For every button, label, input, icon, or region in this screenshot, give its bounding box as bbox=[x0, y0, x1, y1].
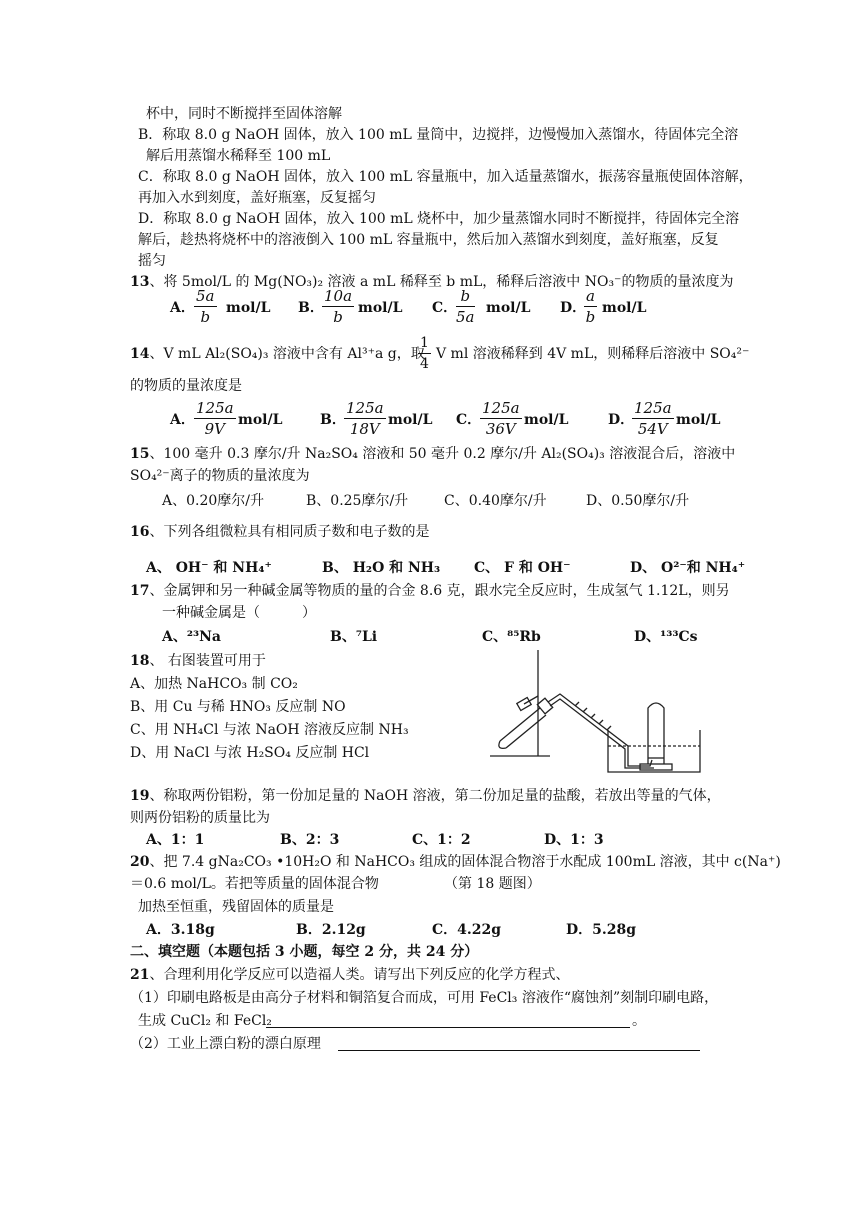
numerator: 1 bbox=[418, 333, 431, 354]
q14-stem-text-a: 、V mL Al₂(SO₄)₃ 溶液中含有 Al³⁺a g，取 bbox=[149, 346, 425, 362]
q12-option-c-line2: 再加入水到刻度，盖好瓶塞，反复摇匀 bbox=[138, 190, 376, 206]
q21-part2-answer-blank[interactable] bbox=[338, 1050, 700, 1051]
q17-option-a: A、²³Na bbox=[162, 629, 221, 645]
q18-stem-text: 、 右图装置可用于 bbox=[149, 653, 266, 669]
water-trough bbox=[608, 730, 700, 772]
question-number: 20 bbox=[130, 854, 150, 870]
numerator: 5a bbox=[196, 287, 215, 305]
q20-option-b: B．2.12g bbox=[296, 922, 366, 938]
denominator: b bbox=[333, 308, 343, 326]
q14-option-a-fraction bbox=[194, 398, 236, 439]
q14-stem-part1 bbox=[130, 344, 425, 364]
q17-stem-text: 、金属钾和另一种碱金属等物质的量的合金 8.6 克，跟水完全反应时，生成氢气 1.12L，则另 bbox=[149, 583, 730, 599]
numerator: 125a bbox=[634, 399, 672, 417]
q14-option-c-unit: mol/L bbox=[524, 412, 569, 428]
q18-option-b: B、用 Cu 与稀 HNO₃ 反应制 NO bbox=[130, 699, 346, 715]
denominator: 18V bbox=[349, 420, 380, 438]
q21-part1-line1: （1）印刷电路板是由高分子材料和铜箔复合而成，可用 FeCl₃ 溶液作“腐蚀剂”刻制印刷电路， bbox=[130, 990, 719, 1006]
question-number: 17 bbox=[130, 583, 150, 599]
q21-part1-line2: 生成 CuCl₂ 和 FeCl₂ bbox=[138, 1013, 272, 1029]
q12-option-b-line2: 解后用蒸馏水稀释至 100 mL bbox=[146, 148, 331, 164]
question-number: 14 bbox=[130, 346, 150, 362]
q14-option-b-unit: mol/L bbox=[388, 412, 433, 428]
q16-option-b: B、 H₂O 和 NH₃ bbox=[322, 560, 441, 576]
q17-option-d: D、¹³³Cs bbox=[634, 629, 698, 645]
q21-part1-period: 。 bbox=[632, 1013, 646, 1029]
q19-option-a: A、1：1 bbox=[146, 832, 205, 848]
question-number: 21 bbox=[130, 967, 150, 983]
question-number: 19 bbox=[130, 788, 150, 804]
numerator: 10a bbox=[324, 287, 353, 305]
q13-stem-text: 、将 5mol/L 的 Mg(NO₃)₂ 溶液 a mL 稀释至 b mL，稀释后溶液中 NO₃⁻的物质的量浓度为 bbox=[149, 274, 734, 290]
q13-option-a-unit: mol/L bbox=[226, 300, 271, 316]
q14-option-a-unit: mol/L bbox=[238, 412, 283, 428]
question-number: 15 bbox=[130, 446, 150, 462]
q16-option-a: A、 OH⁻ 和 NH₄⁺ bbox=[146, 560, 272, 576]
q13-option-c-unit: mol/L bbox=[486, 300, 531, 316]
denominator: b bbox=[200, 308, 211, 326]
q18-stem bbox=[130, 651, 266, 671]
q13-stem bbox=[130, 272, 733, 292]
test-tube bbox=[499, 708, 546, 748]
q20-option-d: D．5.28g bbox=[566, 922, 637, 938]
q16-option-d: D、 O²⁻和 NH₄⁺ bbox=[630, 560, 746, 576]
q14-option-c-fraction bbox=[480, 398, 522, 439]
q15-stem-line2: SO₄²⁻离子的物质的量浓度为 bbox=[130, 468, 310, 484]
q17-stem-line2: 一种碱金属是（ ） bbox=[162, 605, 316, 621]
q14-option-d-fraction bbox=[632, 398, 674, 439]
q20-stem-line1 bbox=[130, 852, 781, 872]
q15-stem-text: 、100 毫升 0.3 摩尔/升 Na₂SO₄ 溶液和 50 毫升 0.2 摩尔/升 Al₂(SO₄)₃ 溶液混合后，溶液中 bbox=[149, 446, 736, 462]
question-number: 18 bbox=[130, 653, 150, 669]
numerator: 125a bbox=[196, 399, 234, 417]
q17-option-c: C、⁸⁵Rb bbox=[482, 629, 541, 645]
denominator: 54V bbox=[637, 420, 668, 438]
q13-option-c-fraction bbox=[456, 286, 475, 327]
q19-option-c: C、1：2 bbox=[412, 832, 471, 848]
q16-stem bbox=[130, 522, 429, 542]
numerator: 125a bbox=[482, 399, 520, 417]
q18-option-c: C、用 NH₄Cl 与浓 NaOH 溶液反应制 NH₃ bbox=[130, 722, 409, 738]
collecting-tube bbox=[648, 703, 664, 764]
gas-apparatus-figure bbox=[480, 646, 710, 776]
q14-option-b-fraction bbox=[344, 398, 386, 439]
q12-option-d-line1: D．称取 8.0 g NaOH 固体，放入 100 mL 烧杯中，加少量蒸馏水同时不断搅拌，待固体完全溶 bbox=[138, 211, 740, 227]
question-number: 13 bbox=[130, 274, 150, 290]
q13-option-a-label: A． bbox=[170, 300, 195, 316]
q13-option-a-fraction bbox=[194, 286, 217, 327]
q13-option-c-label: C． bbox=[432, 300, 458, 316]
q13-option-d-label: D． bbox=[560, 300, 587, 316]
q20-option-c: C．4.22g bbox=[432, 922, 502, 938]
q15-option-a: A、0.20摩尔/升 bbox=[162, 493, 264, 509]
q21-part2: （2）工业上漂白粉的漂白原理 bbox=[130, 1036, 321, 1052]
denominator: 4 bbox=[420, 356, 429, 372]
section-title: 二、填空题（本题包括 3 小题，每空 2 分，共 24 分） bbox=[130, 944, 479, 960]
q19-stem-line2: 则两份铝粉的质量比为 bbox=[130, 810, 270, 826]
q20-stem-line3: 加热至恒重，残留固体的质量是 bbox=[138, 899, 334, 915]
q20-stem-line2: ＝0.6 mol/L。若把等质量的固体混合物 bbox=[130, 876, 379, 892]
q14-option-a-label: A． bbox=[170, 412, 195, 428]
q21-stem-text: 、合理利用化学反应可以造福人类。请写出下列反应的化学方程式、 bbox=[149, 967, 570, 983]
q17-stem-line1 bbox=[130, 581, 730, 601]
q18-option-d: D、用 NaCl 与浓 H₂SO₄ 反应制 HCl bbox=[130, 745, 370, 761]
q20-stem-text: 、把 7.4 gNa₂CO₃ •10H₂O 和 NaHCO₃ 组成的固体混合物溶于水配成 100mL 溶液，其中 c(Na⁺) bbox=[149, 854, 781, 870]
q12-option-a-continuation: 杯中，同时不断搅拌至固体溶解 bbox=[146, 106, 342, 122]
q16-stem-text: 、下列各组微粒具有相同质子数和电子数的是 bbox=[149, 524, 430, 540]
q15-option-d: D、0.50摩尔/升 bbox=[586, 493, 690, 509]
q18-option-a: A、加热 NaHCO₃ 制 CO₂ bbox=[130, 676, 298, 692]
denominator: b bbox=[585, 308, 596, 326]
q14-option-d-label: D． bbox=[608, 412, 635, 428]
q12-option-b-line1: B．称取 8.0 g NaOH 固体，放入 100 mL 量筒中，边搅拌，边慢慢加入蒸馏水，待固体完全溶 bbox=[138, 127, 739, 143]
numerator: b bbox=[456, 286, 475, 307]
q19-stem-text: 、称取两份铝粉，第一份加足量的 NaOH 溶液，第二份加足量的盐酸，若放出等量的气体， bbox=[149, 788, 721, 804]
q19-option-d: D、1：3 bbox=[544, 832, 604, 848]
q15-stem-line1 bbox=[130, 444, 735, 464]
q13-option-d-fraction bbox=[584, 286, 597, 327]
q20-option-a: A．3.18g bbox=[146, 922, 215, 938]
denominator: 5a bbox=[456, 308, 475, 326]
q21-part1-answer-blank[interactable] bbox=[266, 1027, 630, 1028]
q17-option-b: B、⁷Li bbox=[330, 629, 378, 645]
q13-option-b-unit: mol/L bbox=[358, 300, 403, 316]
q13-option-b-label: B． bbox=[298, 300, 324, 316]
q14-option-b-label: B． bbox=[320, 412, 346, 428]
q14-stem-part2: 的物质的量浓度是 bbox=[130, 378, 242, 394]
numerator: a bbox=[586, 287, 595, 305]
q14-option-c-label: C． bbox=[456, 412, 482, 428]
q19-stem-line1 bbox=[130, 786, 721, 806]
q13-option-b-fraction bbox=[322, 286, 354, 327]
denominator: 36V bbox=[485, 420, 516, 438]
q21-stem bbox=[130, 965, 569, 985]
q19-option-b: B、2：3 bbox=[280, 832, 340, 848]
q14-stem-text-b: V ml 溶液稀释到 4V mL，则稀释后溶液中 SO₄²⁻ bbox=[436, 346, 750, 362]
denominator: 9V bbox=[204, 420, 225, 438]
q12-option-c-line1: C．称取 8.0 g NaOH 固体，放入 100 mL 容量瓶中，加入适量蒸馏水，振荡容量瓶使固体溶解， bbox=[138, 169, 753, 185]
q12-option-d-line2: 解后，趁热将烧杯中的溶液倒入 100 mL 容量瓶中，然后加入蒸馏水到刻度，盖好瓶塞，反复 bbox=[138, 232, 719, 248]
q14-quarter-fraction bbox=[418, 333, 431, 374]
q16-option-c: C、 F 和 OH⁻ bbox=[474, 560, 571, 576]
figure-caption: （第 18 题图） bbox=[444, 876, 541, 892]
q13-option-d-unit: mol/L bbox=[602, 300, 647, 316]
q14-option-d-unit: mol/L bbox=[676, 412, 721, 428]
q12-option-d-line3: 摇匀 bbox=[138, 253, 166, 269]
q15-option-b: B、0.25摩尔/升 bbox=[306, 493, 409, 509]
question-number: 16 bbox=[130, 524, 150, 540]
numerator: 125a bbox=[346, 399, 384, 417]
q15-option-c: C、0.40摩尔/升 bbox=[444, 493, 547, 509]
